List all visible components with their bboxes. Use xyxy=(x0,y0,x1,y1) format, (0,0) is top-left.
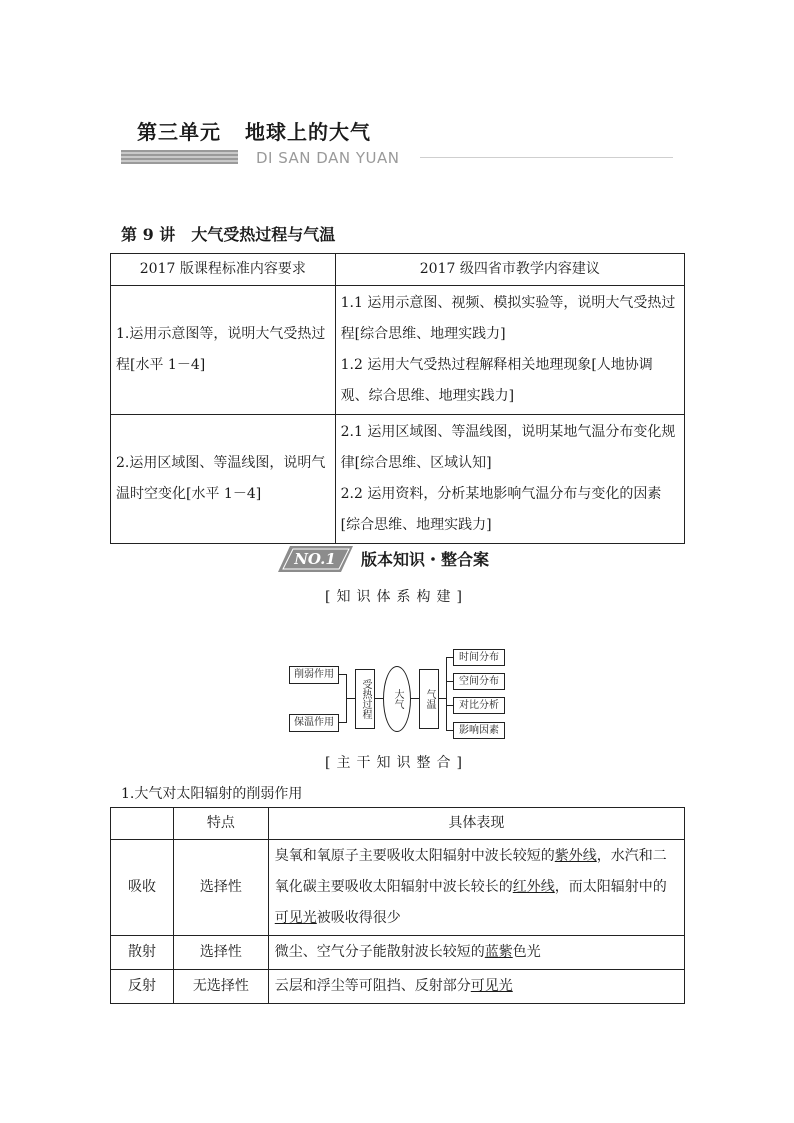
diagram-box-comparison: 对比分析 xyxy=(453,697,505,714)
suggestion-item: 1.2 运用大气受热过程解释相关地理现象[人地协调观、综合思维、地理实践力] xyxy=(340,357,653,404)
detail-text: 微尘、空气分子能散射波长较短的 xyxy=(274,944,485,960)
lecture-title xyxy=(121,222,335,245)
table-header-row xyxy=(111,254,685,286)
detail-text: 云层和浮尘等可阻挡、反射部分 xyxy=(274,978,471,994)
effect-detail xyxy=(268,936,684,970)
effect-type: 反射 xyxy=(111,970,174,1004)
table-row xyxy=(111,286,685,415)
no1-badge-text: NO.1 xyxy=(294,550,336,568)
unit-divider-line xyxy=(420,157,673,158)
standard-requirement: 2.运用区域图、等温线图，说明气温时空变化[水平 1－4] xyxy=(111,415,336,544)
header-cell: 2017 级四省市教学内容建议 xyxy=(335,254,684,286)
detail-keyword: 可见光 xyxy=(470,978,513,994)
teaching-suggestions xyxy=(335,286,684,415)
diagram-atmosphere-label: 大气 xyxy=(392,689,403,709)
effect-feature: 选择性 xyxy=(173,936,268,970)
detail-keyword: 可见光 xyxy=(274,910,317,926)
detail-text: 色光 xyxy=(512,944,541,960)
section-title: 1.大气对太阳辐射的削弱作用 xyxy=(121,786,303,802)
diagram-box-heating-process: 受热过程 xyxy=(355,669,375,729)
table-row xyxy=(111,415,685,544)
diagram-temperature-label: 气温 xyxy=(424,689,435,709)
detail-keyword: 蓝紫 xyxy=(484,944,513,960)
detail-text: ，而太阳辐射中的 xyxy=(554,879,667,895)
unit-decorative-bar xyxy=(121,150,238,164)
suggestion-item: 1.1 运用示意图、视频、模拟实验等，说明大气受热过程[综合思维、地理实践力] xyxy=(340,295,676,342)
no1-badge xyxy=(278,546,353,572)
main-knowledge-heading: [主干知识整合] xyxy=(325,755,468,771)
unit-title xyxy=(137,116,371,145)
table-row xyxy=(111,970,685,1004)
diagram-box-space-distribution: 空间分布 xyxy=(453,673,505,690)
diagram-box-temperature xyxy=(419,669,439,729)
diagram-box-weaken: 削弱作用 xyxy=(289,666,339,684)
standard-requirement: 1.运用示意图等，说明大气受热过程[水平 1－4] xyxy=(111,286,336,415)
diagram-box-insulate: 保温作用 xyxy=(289,714,339,732)
suggestion-item: 2.1 运用区域图、等温线图，说明某地气温分布变化规律[综合思维、区域认知] xyxy=(340,424,676,471)
lecture-name: 大气受热过程与气温 xyxy=(191,225,336,244)
standards-table xyxy=(110,253,685,544)
unit-name: 地球上的大气 xyxy=(245,120,371,144)
effect-detail xyxy=(268,970,684,1004)
table-header-row xyxy=(111,808,685,840)
effect-feature: 选择性 xyxy=(173,840,268,936)
effect-detail xyxy=(268,840,684,936)
header-cell: 2017 版课程标准内容要求 xyxy=(111,254,336,286)
header-cell: 特点 xyxy=(173,808,268,840)
table-row xyxy=(111,936,685,970)
detail-keyword: 红外线 xyxy=(512,879,555,895)
weakening-table xyxy=(110,807,685,1004)
unit-pinyin: DI SAN DAN YUAN xyxy=(256,149,400,167)
effect-type: 散射 xyxy=(111,936,174,970)
detail-text: 被吸收得很少 xyxy=(316,910,401,926)
section-banner-title: 版本知识・整合案 xyxy=(361,550,490,569)
unit-number: 第三单元 xyxy=(137,120,221,144)
header-cell xyxy=(111,808,174,840)
knowledge-system-heading: [知识体系构建] xyxy=(325,589,468,605)
diagram-box-factors: 影响因素 xyxy=(453,722,505,739)
effect-feature: 无选择性 xyxy=(173,970,268,1004)
effect-type: 吸收 xyxy=(111,840,174,936)
table-row xyxy=(111,840,685,936)
diagram-atmosphere-oval xyxy=(383,666,411,732)
detail-text: 臭氧和氧原子主要吸收太阳辐射中波长较短的 xyxy=(274,848,555,864)
header-cell: 具体表现 xyxy=(268,808,684,840)
detail-keyword: 紫外线 xyxy=(554,848,597,864)
detail-text: ，水汽和二氧化碳主要吸收太阳辐射中波长较长的 xyxy=(274,848,667,895)
lecture-number: 第 9 讲 xyxy=(121,225,176,244)
suggestion-item: 2.2 运用资料，分析某地影响气温分布与变化的因素[综合思维、地理实践力] xyxy=(340,486,662,533)
teaching-suggestions xyxy=(335,415,684,544)
diagram-box-time-distribution: 时间分布 xyxy=(453,649,505,666)
